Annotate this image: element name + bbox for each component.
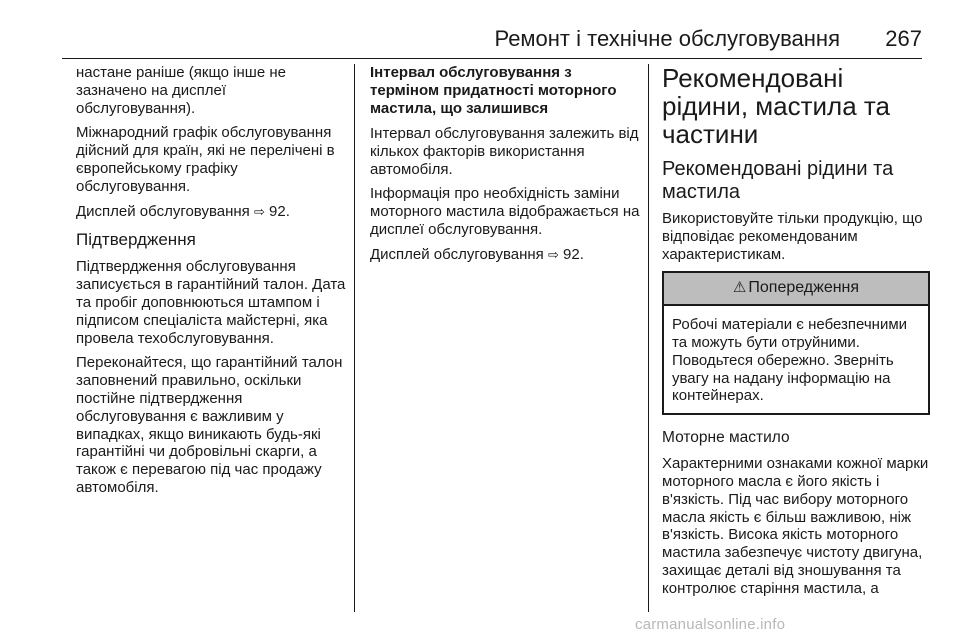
paragraph: Характерними ознаками кожної марки моторного масла є його якість і в'язкість. Під час вибору моторного масла якість є більш важливою, ніж в'язкість. Висока якість моторного мастила забезпечує чистоту двигуна, захищає деталі від зношування та контролює старіння мастила, а: [662, 455, 929, 597]
paragraph: Переконайтеся, що гарантійний талон заповнений правильно, оскільки постійне підтвердження обслуговування є важливим у випадках, якщо виникають будь-які гарантійні чи добровільні скарги, а також є перевагою під час продажу автомобіля.: [76, 354, 343, 496]
column-divider: [354, 64, 355, 612]
column-left: [76, 64, 346, 504]
page-number: 267: [885, 26, 922, 51]
paragraph: настане раніше (якщо інше не зазначено на дисплеї обслуговування).: [76, 64, 286, 117]
section-heading: Рекомендовані рідини та мастила: [662, 158, 894, 203]
paragraph: Міжнародний графік обслуговування дійсний для країн, які не перелічені в європейському графіку обслуговування.: [76, 124, 335, 195]
paragraph: Підтвердження обслуговування записується в гарантійний талон. Дата та пробіг доповнюються штампом і підписом спеціаліста майстерні, яка провела техобслуговування.: [76, 258, 346, 347]
warning-title: Попередження: [748, 279, 860, 297]
column-middle: [370, 64, 640, 271]
section-heading: Інтервал обслуговування з терміном придатності моторного мастила, що залишився: [370, 64, 617, 117]
chapter-heading: Рекомендовані рідини, мастила та частини: [662, 63, 890, 149]
paragraph: Інтервал обслуговування залежить від кількох факторів використання автомобіля.: [370, 125, 639, 178]
warning-text: Робочі матеріали є небезпечними та можуть бути отруйними. Поводьтеся обережно. Зверніть увагу на надану інформацію на контейнерах.: [672, 316, 908, 405]
paragraph: Інформація про необхідність заміни моторного мастила відображається на дисплеї обслуговування.: [370, 185, 640, 238]
cross-reference[interactable]: Дисплей обслуговування ⇨ 92.: [370, 245, 584, 263]
column-right: [662, 64, 932, 605]
cross-reference[interactable]: Дисплей обслуговування ⇨ 92.: [76, 202, 290, 220]
warning-triangle-icon: ⚠: [732, 279, 747, 297]
paragraph: Використовуйте тільки продукцію, що відповідає рекомендованим характеристикам.: [662, 210, 923, 263]
watermark: carmanualsonline.info: [635, 616, 786, 633]
warning-body: [664, 306, 928, 413]
warning-box: [662, 271, 930, 415]
header-title: Ремонт і технічне обслуговування: [494, 26, 840, 51]
page-header: [62, 22, 922, 59]
warning-header: [664, 273, 928, 306]
column-divider: [648, 64, 649, 612]
arrow-ref-icon: ⇨: [547, 246, 559, 262]
section-heading: Підтвердження: [76, 230, 196, 250]
subsection-heading: Моторне мастило: [662, 429, 790, 447]
arrow-ref-icon: ⇨: [253, 203, 265, 219]
